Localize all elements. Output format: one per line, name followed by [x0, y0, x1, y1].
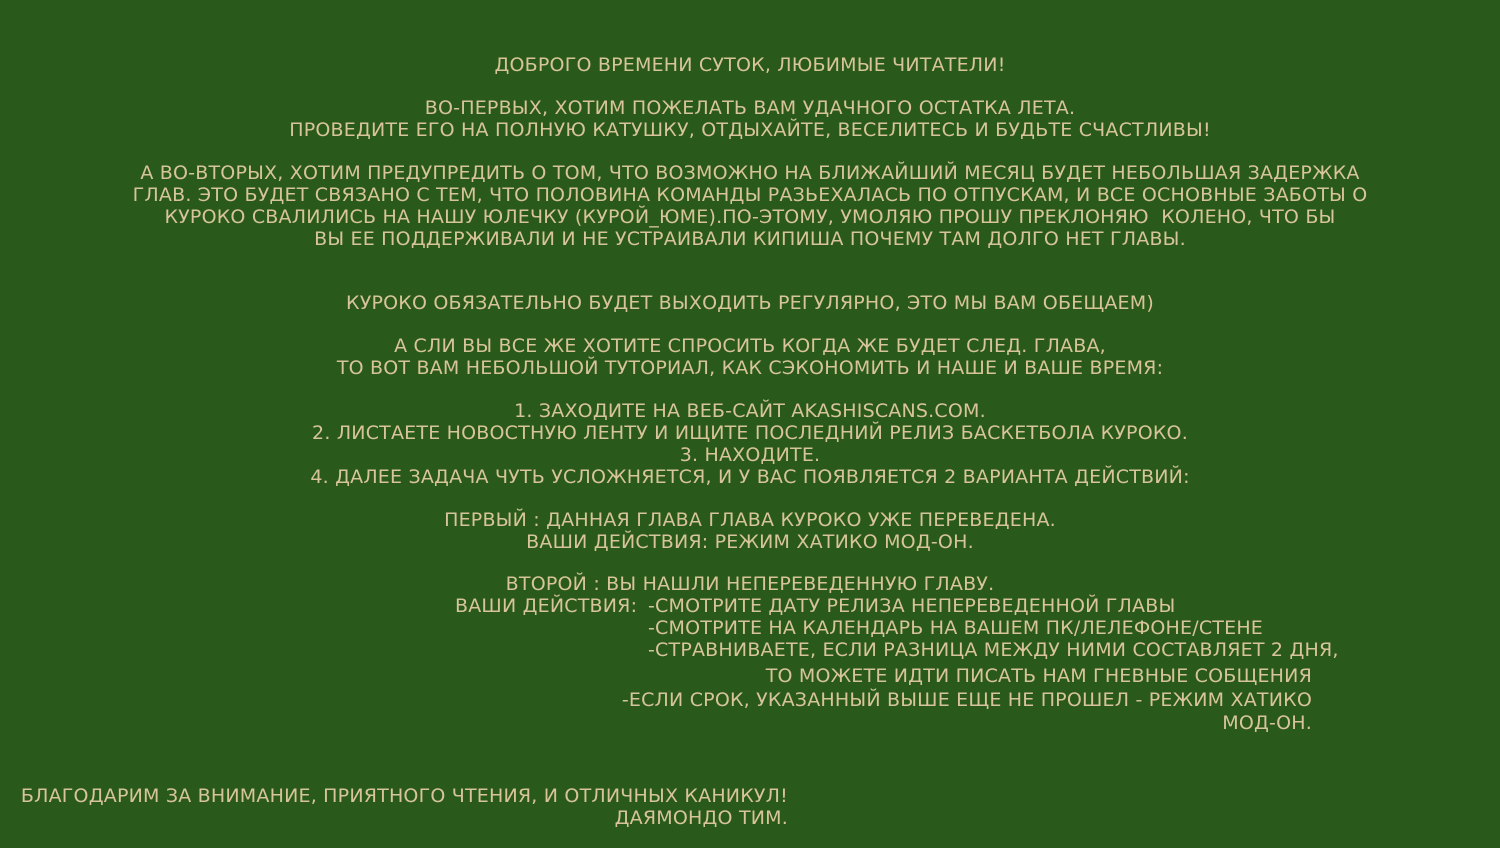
warning-line-1: А ВО-ВТОРЫХ, ХОТИМ ПРЕДУПРЕДИТЬ О ТОМ, ЧТО ВОЗМОЖНО НА БЛИЖАЙШИЙ МЕСЯЦ БУДЕТ НЕБОЛЬШАЯ ЗАДЕРЖКА: [140, 162, 1360, 184]
second-option-action-4: -ЕСЛИ СРОК, УКАЗАННЫЙ ВЫШЕ ЕЩЕ НЕ ПРОШЕЛ - РЕЖИМ ХАТИКО: [621, 689, 1312, 711]
step-4: 4. ДАЛЕЕ ЗАДАЧА ЧУТЬ УСЛОЖНЯЕТСЯ, И У ВАС ПОЯВЛЯЕТСЯ 2 ВАРИАНТА ДЕЙСТВИЙ:: [310, 466, 1190, 488]
second-option-actions-label: ВАШИ ДЕЙСТВИЯ:: [455, 595, 638, 617]
step-1: 1. ЗАХОДИТЕ НА ВЕБ-САЙТ AKASHISCANS.COM.: [514, 400, 986, 422]
step-2: 2. ЛИСТАЕТЕ НОВОСТНУЮ ЛЕНТУ И ИЩИТЕ ПОСЛЕДНИЙ РЕЛИЗ БАСКЕТБОЛА КУРОКО.: [312, 422, 1188, 444]
promise: КУРОКО ОБЯЗАТЕЛЬНО БУДЕТ ВЫХОДИТЬ РЕГУЛЯРНО, ЭТО МЫ ВАМ ОБЕЩАЕМ): [346, 292, 1154, 314]
tutorial-intro-line-2: ТО ВОТ ВАМ НЕБОЛЬШОЙ ТУТОРИАЛ, КАК СЭКОНОМИТЬ И НАШЕ И ВАШЕ ВРЕМЯ:: [336, 357, 1164, 379]
second-option-action-2: -СМОТРИТЕ НА КАЛЕНДАРЬ НА ВАШЕМ ПК/ЛЕЛЕФОНЕ/СТЕНЕ: [648, 617, 1264, 639]
second-option-title: ВТОРОЙ : ВЫ НАШЛИ НЕПЕРЕВЕДЕННУЮ ГЛАВУ.: [505, 573, 995, 595]
closing: БЛАГОДАРИМ ЗА ВНИМАНИЕ, ПРИЯТНОГО ЧТЕНИЯ, И ОТЛИЧНЫХ КАНИКУЛ!: [20, 785, 788, 807]
second-option-action-3: -СТРАВНИВАЕТЕ, ЕСЛИ РАЗНИЦА МЕЖДУ НИМИ СОСТАВЛЯЕТ 2 ДНЯ,: [648, 639, 1339, 661]
step-3: 3. НАХОДИТЕ.: [679, 444, 821, 466]
warning-line-2: ГЛАВ. ЭТО БУДЕТ СВЯЗАНО С ТЕМ, ЧТО ПОЛОВИНА КОМАНДЫ РАЗЬЕХАЛАСЬ ПО ОТПУСКАМ, И ВСЕ ОСНОВНЫЕ ЗАБОТЫ О: [132, 184, 1368, 206]
second-option-action-1: -СМОТРИТЕ ДАТУ РЕЛИЗА НЕПЕРЕВЕДЕННОЙ ГЛАВЫ: [648, 595, 1176, 617]
second-option-action-3-cont: ТО МОЖЕТЕ ИДТИ ПИСАТЬ НАМ ГНЕВНЫЕ СОБЩЕНИЯ: [765, 665, 1312, 687]
signature: ДАЯМОНДО ТИМ.: [614, 807, 788, 829]
second-option-action-4-cont: МОД-ОН.: [1222, 712, 1312, 734]
greeting: ДОБРОГО ВРЕМЕНИ СУТОК, ЛЮБИМЫЕ ЧИТАТЕЛИ!: [494, 54, 1006, 76]
warning-line-4: ВЫ ЕЕ ПОДДЕРЖИВАЛИ И НЕ УСТРАИВАЛИ КИПИША ПОЧЕМУ ТАМ ДОЛГО НЕТ ГЛАВЫ.: [314, 228, 1186, 250]
tutorial-intro-line-1: А СЛИ ВЫ ВСЕ ЖЕ ХОТИТЕ СПРОСИТЬ КОГДА ЖЕ БУДЕТ СЛЕД. ГЛАВА,: [394, 335, 1106, 357]
warning-line-3: КУРОКО СВАЛИЛИСЬ НА НАШУ ЮЛЕЧКУ (КУРОЙ_ЮМЕ).ПО-ЭТОМУ, УМОЛЯЮ ПРОШУ ПРЕКЛОНЯЮ КОЛЕНО, ЧТО БЫ: [164, 206, 1336, 228]
wishes-line-1: ВО-ПЕРВЫХ, ХОТИМ ПОЖЕЛАТЬ ВАМ УДАЧНОГО ОСТАТКА ЛЕТА.: [424, 97, 1076, 119]
wishes-line-2: ПРОВЕДИТЕ ЕГО НА ПОЛНУЮ КАТУШКУ, ОТДЫХАЙТЕ, ВЕСЕЛИТЕСЬ И БУДЬТЕ СЧАСТЛИВЫ!: [289, 119, 1211, 141]
first-option-actions: ВАШИ ДЕЙСТВИЯ: РЕЖИМ ХАТИКО МОД-ОН.: [526, 531, 974, 553]
first-option-title: ПЕРВЫЙ : ДАННАЯ ГЛАВА ГЛАВА КУРОКО УЖЕ ПЕРЕВЕДЕНА.: [444, 509, 1056, 531]
